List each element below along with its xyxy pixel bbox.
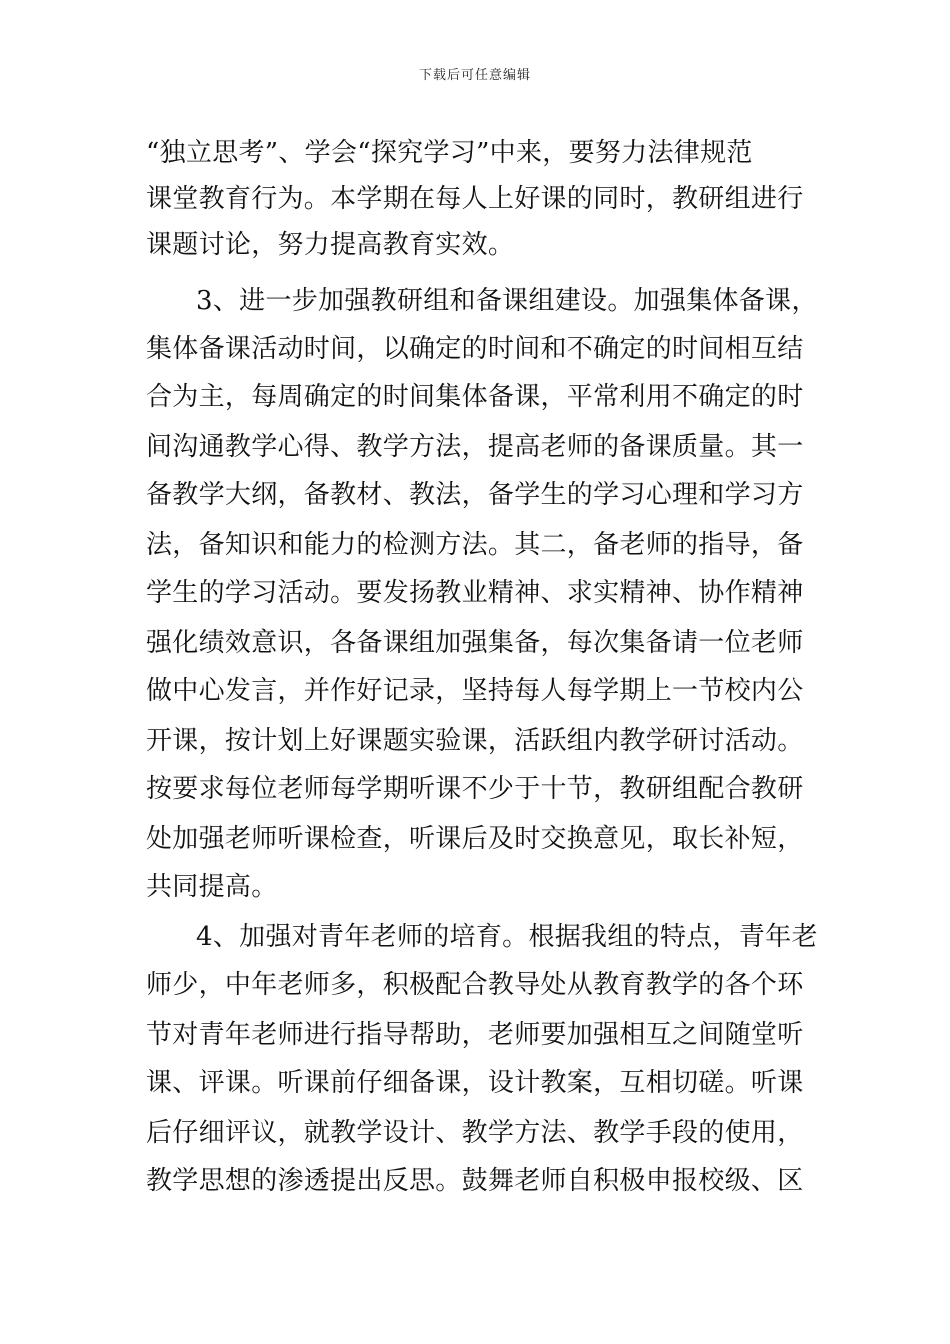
text-line: 课、评课。听课前仔细备课，设计教案，互相切磋。听课 bbox=[146, 1068, 804, 1098]
text-line: 学生的学习活动。要发扬教业精神、求实精神、协作精神 bbox=[146, 578, 804, 608]
text-line: “独立思考”、学会“探究学习”中来，要努力法律规范 bbox=[146, 138, 753, 168]
paragraph-start-line: 4、加强对青年老师的培育。根据我组的特点，青年老 bbox=[196, 922, 818, 952]
text-line: 后仔细评议，就教学设计、教学方法、教学手段的使用， bbox=[146, 1118, 804, 1148]
text-line: 节对青年老师进行指导帮助，老师要加强相互之间随堂听 bbox=[146, 1020, 804, 1050]
text-line: 集体备课活动时间，以确定的时间和不确定的时间相互结 bbox=[146, 334, 804, 364]
text-line: 做中心发言，并作好记录，坚持每人每学期上一节校内公 bbox=[146, 676, 804, 706]
paragraph-start-line: 3、进一步加强教研组和备课组建设。加强集体备课， bbox=[196, 286, 818, 316]
text-line: 法，备知识和能力的检测方法。其二，备老师的指导，备 bbox=[146, 530, 804, 560]
text-line: 强化绩效意识，各备课组加强集备，每次集备请一位老师 bbox=[146, 628, 804, 658]
page-header: 下载后可任意编辑 bbox=[418, 68, 531, 83]
text-line: 教学思想的渗透提出反思。鼓舞老师自积极申报校级、区 bbox=[146, 1166, 804, 1196]
text-line: 按要求每位老师每学期听课不少于十节，教研组配合教研 bbox=[146, 774, 804, 804]
text-line: 备教学大纲，备教材、教法，备学生的学习心理和学习方 bbox=[146, 480, 804, 510]
text-line: 课题讨论，努力提高教育实效。 bbox=[146, 230, 515, 260]
text-line: 间沟通教学心得、教学方法，提高老师的备课质量。其一 bbox=[146, 432, 804, 462]
text-line: 共同提高。 bbox=[146, 872, 278, 902]
text-line: 师少，中年老师多，积极配合教导处从教育教学的各个环 bbox=[146, 970, 804, 1000]
text-line: 开课，按计划上好课题实验课，活跃组内教学研讨活动。 bbox=[146, 726, 804, 756]
text-line: 课堂教育行为。本学期在每人上好课的同时，教研组进行 bbox=[146, 184, 804, 214]
text-line: 处加强老师听课检查，听课后及时交换意见，取长补短， bbox=[146, 824, 804, 854]
text-line: 合为主，每周确定的时间集体备课，平常利用不确定的时 bbox=[146, 382, 804, 412]
